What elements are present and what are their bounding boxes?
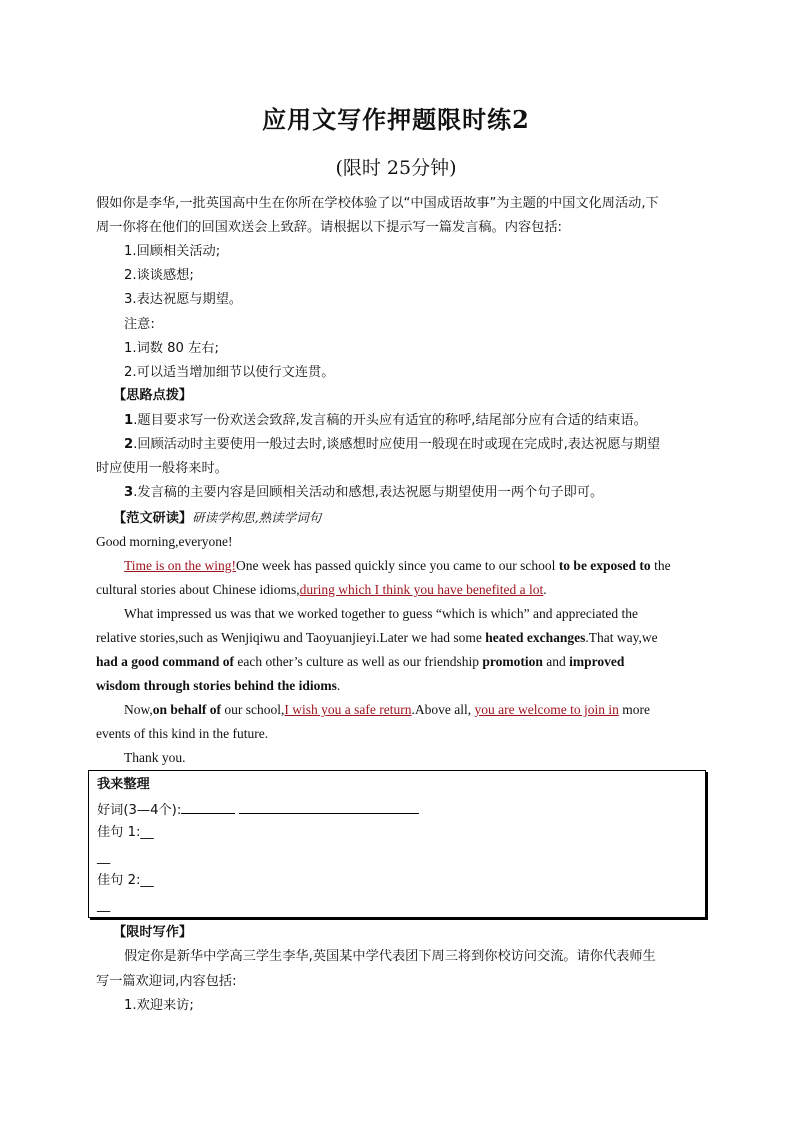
- timed-line-2: 写一篇欢迎词,内容包括:: [96, 974, 237, 989]
- model-line-7: Now,on behalf of our school,I wish you a safe return.Above all, you are welcome to join in more: [124, 702, 650, 717]
- model-line-2: cultural stories about Chinese idioms,during which I think you have benefited a lot.: [96, 582, 547, 597]
- model-closing: Thank you.: [124, 750, 186, 765]
- sentence-2-cont: __: [97, 898, 111, 913]
- timed-item-1: 1.欢迎来访;: [124, 998, 194, 1013]
- model-heading: 【范文研读】研读学构思,熟读学词句: [113, 510, 322, 526]
- blank-line[interactable]: [239, 799, 419, 814]
- thinking-point-2-cont: 时应使用一般将来时。: [96, 461, 228, 476]
- timed-line-1: 假定你是新华中学高三学生李华,英国某中学代表团下周三将到你校访问交流。请你代表师生: [124, 949, 656, 964]
- model-line-8: events of this kind in the future.: [96, 726, 269, 741]
- good-words-row: 好词(3—4个):: [97, 799, 419, 822]
- note-label: 注意:: [124, 317, 155, 332]
- box-heading: 我来整理: [97, 777, 150, 792]
- sentence-1-cont: __: [97, 850, 111, 865]
- notes-box: [88, 770, 706, 918]
- prompt-item-2: 2.谈谈感想;: [124, 268, 194, 283]
- prompt-line-2: 周一你将在他们的回国欢送会上致辞。请根据以下提示写一篇发言稿。内容包括:: [96, 220, 563, 235]
- note-1: 1.词数 80 左右;: [124, 341, 219, 356]
- model-greeting: Good morning,everyone!: [96, 534, 233, 549]
- model-line-6: wisdom through stories behind the idioms.: [96, 678, 341, 693]
- timed-heading: 【限时写作】: [113, 925, 193, 940]
- prompt-line-1: 假如你是李华,一批英国高中生在你所在学校体验了以“中国成语故事”为主题的中国文化周活动,下: [96, 196, 659, 211]
- prompt-item-3: 3.表达祝愿与期望。: [124, 292, 243, 307]
- sentence-1-row: 佳句 1:__: [97, 825, 154, 840]
- model-line-3: What impressed us was that we worked together to guess “which is which” and appreciated the: [124, 606, 638, 621]
- thinking-point-3: 3.发言稿的主要内容是回顾相关活动和感想,表达祝愿与期望使用一两个句子即可。: [124, 485, 604, 500]
- sentence-2-row: 佳句 2:__: [97, 873, 154, 888]
- highlight-phrase: Time is on the wing!: [124, 558, 237, 573]
- thinking-point-1: 1.题目要求写一份欢送会致辞,发言稿的开头应有适宜的称呼,结尾部分应有合适的结束语。: [124, 413, 647, 428]
- model-line-4: relative stories,such as Wenjiqiwu and Taoyuanjieyi.Later we had some heated exchanges.That way,we: [96, 630, 658, 645]
- page-subtitle: (限时 25分钟): [335, 157, 457, 179]
- model-line-1: Time is on the wing!One week has passed quickly since you came to our school to be exposed to the: [124, 558, 671, 573]
- thinking-point-2: 2.回顾活动时主要使用一般过去时,谈感想时应使用一般现在时或现在完成时,表达祝愿与期望: [124, 437, 661, 452]
- prompt-item-1: 1.回顾相关活动;: [124, 244, 221, 259]
- highlight-phrase: during which I think you have benefited a lot: [299, 582, 544, 597]
- model-line-5: had a good command of each other’s culture as well as our friendship promotion and improved: [96, 654, 625, 669]
- note-2: 2.可以适当增加细节以使行文连贯。: [124, 365, 335, 380]
- highlight-phrase: I wish you a safe return: [284, 702, 412, 717]
- highlight-phrase: you are welcome to join in: [474, 702, 619, 717]
- page-title: 应用文写作押题限时练2: [262, 105, 530, 134]
- blank-line[interactable]: [181, 799, 235, 814]
- thinking-heading: 【思路点拨】: [113, 388, 193, 403]
